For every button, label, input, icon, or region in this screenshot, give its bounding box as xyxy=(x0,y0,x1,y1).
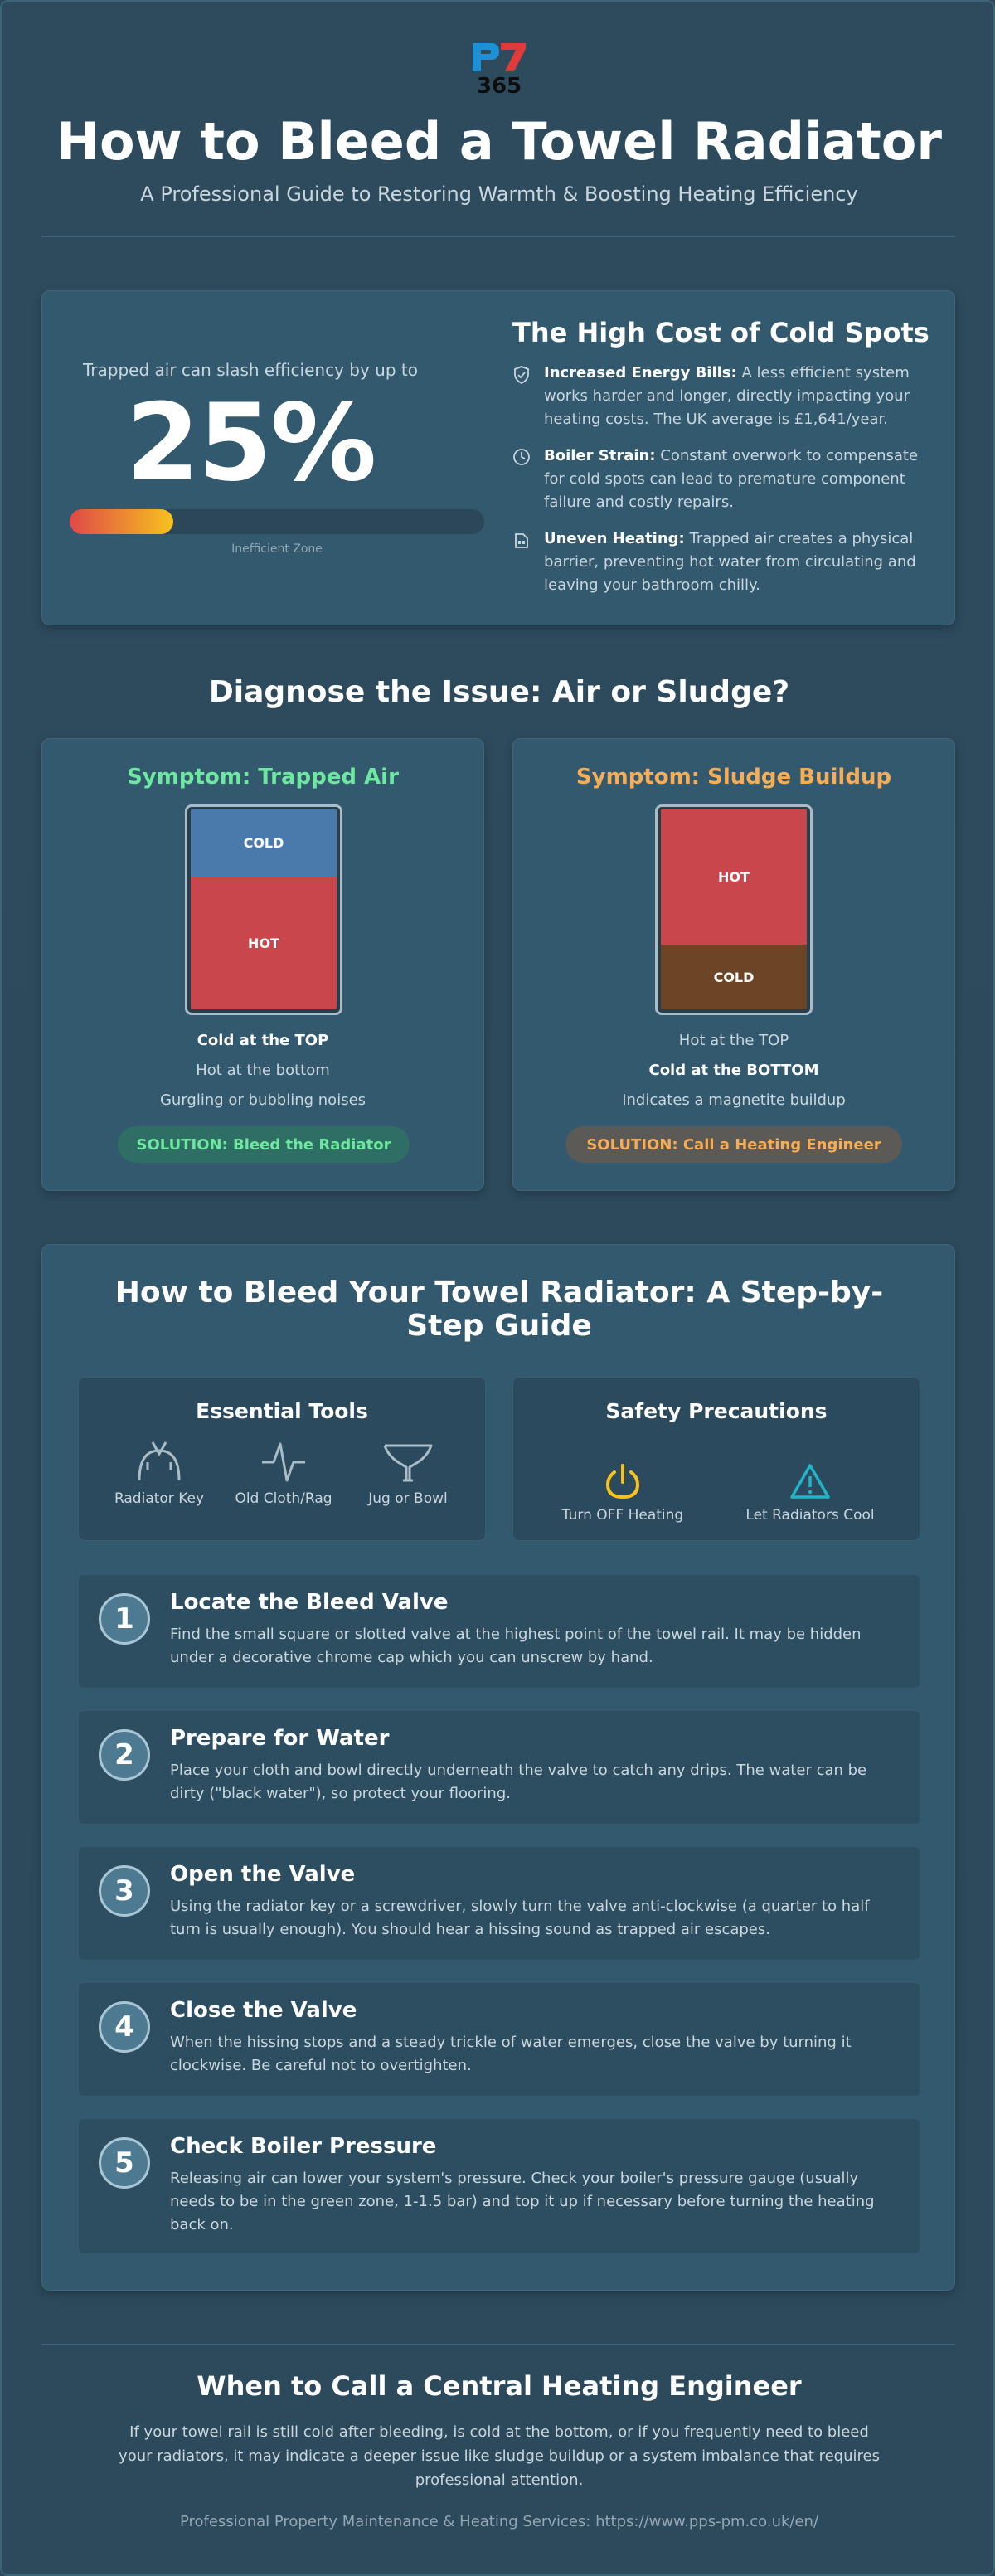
divider xyxy=(41,236,955,237)
footer-title: When to Call a Central Heating Engineer xyxy=(197,2370,802,2402)
efficiency-bar xyxy=(70,509,484,534)
solution-engineer-badge: SOLUTION: Call a Heating Engineer xyxy=(565,1126,902,1163)
power-icon xyxy=(540,1462,706,1500)
safety-label: Turn OFF Heating xyxy=(561,1507,684,1524)
page-title: How to Bleed a Towel Radiator xyxy=(56,111,942,172)
efficiency-bar-fill xyxy=(70,509,173,534)
symptom-air-title: Symptom: Trapped Air xyxy=(127,765,399,790)
cost-item-uneven-heating xyxy=(512,527,927,597)
efficiency-bar-label: Inefficient Zone xyxy=(231,542,323,556)
step-desc: When the hissing stops and a steady trickle of water emerges, close the valve by turning it clockwise. Be careful not to overtighten. xyxy=(170,2034,852,2074)
tool-cloth xyxy=(221,1437,346,1507)
diagnose-title: Diagnose the Issue: Air or Sludge? xyxy=(208,675,790,709)
solution-bleed-badge: SOLUTION: Bleed the Radiator xyxy=(118,1126,410,1163)
step-title: Prepare for Water xyxy=(170,1726,390,1751)
guide-title-line1: How to Bleed Your Towel Radiator: A Step-by- xyxy=(114,1276,884,1310)
step-title: Locate the Bleed Valve xyxy=(170,1590,449,1615)
tool-radiator-key xyxy=(97,1437,221,1507)
step-desc: Find the small square or slotted valve at the highest point of the towel rail. It may be hidden under a decorative chrome cap which you can unscrew by hand. xyxy=(170,1626,862,1666)
tool-jug xyxy=(346,1437,470,1507)
footer-website-link[interactable]: Professional Property Maintenance & Heating Services: https://www.pps-pm.co.uk/en/ xyxy=(179,2513,819,2530)
radiator-cold-zone: COLD xyxy=(661,945,807,1009)
step-3 xyxy=(78,1846,920,1961)
radiator-key-icon xyxy=(97,1437,221,1484)
symptom-sludge-title: Symptom: Sludge Buildup xyxy=(575,765,892,790)
safety-title: Safety Precautions xyxy=(605,1399,828,1423)
safety-heating-off xyxy=(540,1462,706,1524)
symptom-sludge-line3: Indicates a magnetite buildup xyxy=(622,1091,846,1109)
p7-365-logo xyxy=(466,38,532,98)
clock-icon xyxy=(512,448,534,469)
efficiency-lead: Trapped air can slash efficiency by up to xyxy=(83,360,418,380)
symptom-air-line3: Gurgling or bubbling noises xyxy=(159,1091,366,1109)
cost-item-label: Uneven Heating: xyxy=(544,530,685,547)
page-subtitle: A Professional Guide to Restoring Warmth & Boosting Heating Efficiency xyxy=(140,182,858,206)
essential-tools-panel xyxy=(78,1377,486,1541)
step-title: Open the Valve xyxy=(170,1862,356,1887)
safety-radiators-cool xyxy=(727,1462,893,1524)
step-desc: Place your cloth and bowl directly underneath the valve to catch any drips. The water can be dirty ("black water"), so protect your flooring. xyxy=(170,1762,867,1802)
cost-item-text: A less efficient system works harder and longer, directly impacting your heating costs. The UK average is £1,641/year. xyxy=(544,364,910,428)
efficiency-value: 25% xyxy=(125,382,376,505)
step-number: 2 xyxy=(99,1729,150,1781)
tools-title: Essential Tools xyxy=(196,1399,368,1423)
step-2 xyxy=(78,1710,920,1825)
radiator-hot-zone: HOT xyxy=(661,809,807,945)
safety-label: Let Radiators Cool xyxy=(745,1507,875,1524)
radiator-sludge-diagram xyxy=(655,804,813,1015)
building-icon xyxy=(512,531,534,552)
cost-item-boiler-strain xyxy=(512,445,927,514)
tool-label: Jug or Bowl xyxy=(368,1490,448,1507)
shield-check-icon xyxy=(512,365,534,386)
cost-item-text: Trapped air creates a physical barrier, preventing hot water from circulating and leaving your bathroom chilly. xyxy=(544,530,916,594)
cost-item-label: Boiler Strain: xyxy=(544,447,656,464)
divider xyxy=(41,2344,955,2345)
footer-text: If your towel rail is still cold after bleeding, is cold at the bottom, or if you frequently need to bleed your radiators, it may indicate a deeper issue like sludge buildup or a system imbalance that requires professional attention. xyxy=(119,2423,880,2489)
cost-item-label: Increased Energy Bills: xyxy=(544,364,737,382)
symptom-sludge-line2: Cold at the BOTTOM xyxy=(648,1062,819,1079)
step-title: Close the Valve xyxy=(170,1998,357,2023)
step-5 xyxy=(78,2118,920,2254)
step-number: 4 xyxy=(99,2001,150,2053)
jug-icon xyxy=(346,1437,470,1484)
step-number: 5 xyxy=(99,2137,150,2189)
tool-label: Old Cloth/Rag xyxy=(235,1490,332,1507)
safety-panel xyxy=(512,1377,920,1541)
step-desc: Releasing air can lower your system's pressure. Check your boiler's pressure gauge (usually needs to be in the green zone, 1-1.5 bar) and top it up if necessary before turning the heating back on. xyxy=(170,2170,875,2233)
step-number: 3 xyxy=(99,1865,150,1917)
symptom-air-line1: Cold at the TOP xyxy=(197,1032,329,1049)
symptom-air-line2: Hot at the bottom xyxy=(196,1062,330,1079)
step-1 xyxy=(78,1574,920,1689)
tool-label: Radiator Key xyxy=(114,1490,205,1507)
radiator-hot-zone: HOT xyxy=(191,877,337,1009)
step-desc: Using the radiator key or a screwdriver, slowly turn the valve anti-clockwise (a quarter to half turn is usually enough). You should hear a hissing sound as trapped air escapes. xyxy=(170,1898,870,1938)
radiator-cold-zone: COLD xyxy=(191,809,337,877)
step-4 xyxy=(78,1982,920,2097)
cloth-icon xyxy=(221,1437,346,1484)
cost-item-energy-bills xyxy=(512,362,927,431)
step-title: Check Boiler Pressure xyxy=(170,2134,437,2159)
cost-title: The High Cost of Cold Spots xyxy=(512,317,929,348)
warning-icon xyxy=(727,1462,893,1500)
symptom-sludge-line1: Hot at the TOP xyxy=(678,1032,789,1049)
step-number: 1 xyxy=(99,1593,150,1645)
logo-text-365: 365 xyxy=(476,74,522,98)
radiator-air-diagram xyxy=(185,804,342,1015)
cost-item-text: Constant overwork to compensate for cold spots can lead to premature component failure and costly repairs. xyxy=(544,447,919,511)
guide-title-line2: Step Guide xyxy=(406,1309,592,1343)
